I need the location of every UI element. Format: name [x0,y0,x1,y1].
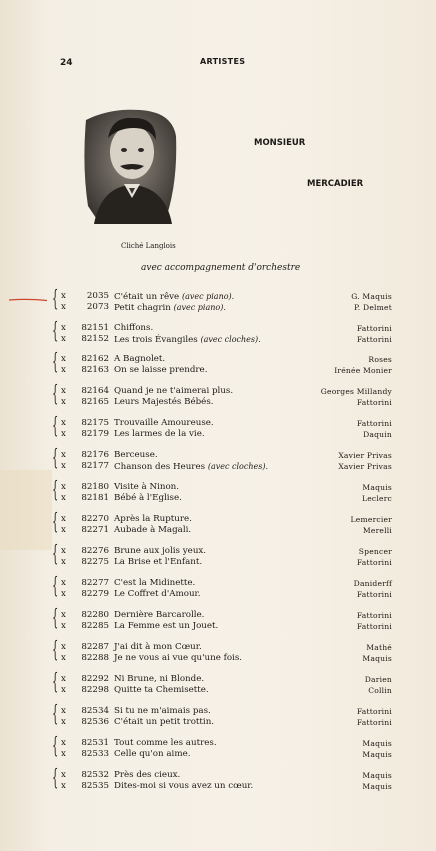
record-number: 82175 [81,418,109,428]
brace-glyph: { [52,382,59,407]
brace-glyph: { [52,287,59,312]
record-number: 82180 [81,482,109,492]
record-row [52,674,392,685]
record-row [52,482,392,493]
song-title-text: Les trois Évangiles [114,335,198,345]
song-author: Lemercier [350,515,392,524]
record-row [52,334,392,345]
record-row [52,397,392,408]
record-mark: x [61,749,66,759]
artist-title: MONSIEUR [254,138,306,148]
song-author: Fattorini [356,611,392,620]
record-mark: x [61,418,66,428]
brace-glyph: { [52,734,59,759]
record-mark: x [61,653,66,663]
song-author: Fattorini [356,558,392,567]
record-mark: x [61,461,66,471]
record-number: 82163 [81,365,109,375]
song-note: (avec cloches). [200,335,261,344]
brace-glyph: { [52,766,59,791]
record-row [52,578,392,589]
record-row [52,365,392,376]
record-number: 82536 [81,717,109,727]
song-title [114,589,201,600]
song-title-text: Tout comme les autres. [114,738,217,748]
record-mark: x [61,557,66,567]
red-pencil-mark [8,298,48,302]
record-mark: x [61,674,66,684]
record-number: 82164 [81,386,109,396]
song-title-text: J'ai dit à mon Cœur. [114,642,202,652]
photo-caption: Cliché Langlois [121,242,176,250]
record-number: 82277 [81,578,109,588]
song-title-text: Les larmes de la vie. [114,429,205,439]
song-title-text: Petit chagrin [114,303,171,313]
record-number: 82275 [81,557,109,567]
record-mark: x [61,354,66,364]
record-number: 82292 [81,674,109,684]
record-mark: x [61,685,66,695]
record-mark: x [61,525,66,535]
song-author: Xavier Privas [338,462,392,471]
record-pair [52,382,392,411]
record-pair [52,766,392,795]
record-number: 82532 [81,770,109,780]
record-number: 82151 [81,323,109,333]
song-author: Georges Millandy [320,387,392,396]
song-title-text: A Bagnolet. [114,354,166,364]
song-title-text: La Femme est un Jouet. [114,621,219,631]
song-title [114,557,202,568]
song-title-text: La Brise et l'Enfant. [114,557,203,567]
record-mark: x [61,546,66,556]
song-title-text: On se laisse prendre. [114,365,208,375]
song-author: Fattorini [356,718,392,727]
record-pair [52,446,392,475]
record-mark: x [61,482,66,492]
record-mark: x [61,397,66,407]
song-title-text: Brune aux jolis yeux. [114,546,207,556]
song-title [114,418,214,429]
record-number: 82287 [81,642,109,652]
record-number: 82176 [81,450,109,460]
song-author: Spencer [358,547,392,556]
song-title-text: Leurs Majestés Bébés. [114,397,214,407]
record-pair [52,414,392,443]
record-mark: x [61,493,66,503]
song-title [114,653,242,664]
record-row [52,461,392,472]
song-title [114,610,204,621]
song-title-text: Quand je ne t'aimerai plus. [114,386,234,396]
song-title-text: Je ne vous ai vue qu'une fois. [114,653,243,663]
record-pair [52,734,392,763]
song-title [114,365,207,376]
brace-glyph: { [52,446,59,471]
brace-glyph: { [52,606,59,631]
record-number: 82279 [81,589,109,599]
record-row [52,323,392,334]
song-title [114,429,205,440]
song-author: G. Maquis [351,292,392,301]
record-number: 82534 [81,706,109,716]
record-mark: x [61,781,66,791]
record-row [52,642,392,653]
song-title [114,354,165,365]
record-number: 82535 [81,781,109,791]
record-row [52,557,392,568]
record-row [52,717,392,728]
record-mark: x [61,386,66,396]
song-title [114,781,253,792]
record-mark: x [61,291,66,301]
brace-glyph: { [52,670,59,695]
record-row [52,514,392,525]
record-number: 82181 [81,493,109,503]
record-mark: x [61,717,66,727]
record-number: 82298 [81,685,109,695]
record-number: 2073 [86,302,109,312]
song-title [114,578,195,589]
page-number: 24 [60,58,73,68]
record-row [52,291,392,302]
song-author: Darien [364,675,392,684]
song-author: Fattorini [356,324,392,333]
brace-glyph: { [52,638,59,663]
song-title-text: Le Coffret d'Amour. [114,589,201,599]
song-title-text: Chanson des Heures [114,462,206,472]
brace-glyph: { [52,510,59,535]
record-row [52,429,392,440]
paper-stain [0,470,52,550]
brace-glyph: { [52,542,59,567]
record-number: 82531 [81,738,109,748]
song-author: Maquis [362,750,392,759]
record-row [52,781,392,792]
brace-glyph: { [52,350,59,375]
song-title [114,493,182,504]
song-title [114,525,191,536]
song-title [114,642,202,653]
song-title [114,770,180,781]
record-row [52,493,392,504]
song-author: Maquis [362,782,392,791]
song-title-text: Trouvaille Amoureuse. [114,418,214,428]
artist-portrait [80,106,182,226]
song-title [114,323,153,334]
song-author: Collin [368,686,392,695]
record-mark: x [61,738,66,748]
record-mark: x [61,642,66,652]
record-row [52,749,392,760]
song-author: Maquis [362,483,392,492]
song-title-text: Chiffons. [114,323,154,333]
song-author: Roses [368,355,392,364]
record-number: 2035 [86,291,109,301]
song-author: Irénée Monier [334,366,392,375]
record-mark: x [61,514,66,524]
song-title-text: Dites-moi si vous avez un cœur. [114,781,254,791]
song-author: Fattorini [356,398,392,407]
record-number: 82152 [81,334,109,344]
song-author: Daniderff [353,579,392,588]
record-row [52,610,392,621]
song-author: Merelli [362,526,392,535]
song-note: (avec cloches). [207,462,268,471]
record-pair [52,638,392,667]
record-mark: x [61,323,66,333]
song-author: Fattorini [356,622,392,631]
song-title [114,397,214,408]
record-mark: x [61,770,66,780]
song-author: Maquis [362,654,392,663]
record-number: 82285 [81,621,109,631]
record-pair [52,702,392,731]
brace-glyph: { [52,702,59,727]
song-title-text: Après la Rupture. [114,514,192,524]
song-title-text: C'était un petit trottin. [114,717,215,727]
song-title-text: Si tu ne m'aimais pas. [114,706,211,716]
record-number: 82533 [81,749,109,759]
record-pair [52,478,392,507]
record-pair [52,542,392,571]
record-mark: x [61,706,66,716]
song-author: Fattorini [356,335,392,344]
record-row [52,621,392,632]
song-title-text: Quitte ta Chemisette. [114,685,209,695]
song-title [114,738,217,749]
song-title [114,450,158,461]
record-row [52,546,392,557]
record-number: 82288 [81,653,109,663]
song-title-text: C'était un rêve [114,292,180,302]
record-pair [52,606,392,635]
song-title [114,749,190,760]
song-author: Mathé [366,643,392,652]
song-note: (avec piano). [173,303,226,312]
song-title [114,706,211,717]
record-number: 82165 [81,397,109,407]
record-row [52,706,392,717]
record-mark: x [61,302,66,312]
brace-glyph: { [52,414,59,439]
song-title-text: Près des cieux. [114,770,181,780]
brace-glyph: { [52,319,59,344]
record-number: 82270 [81,514,109,524]
song-title [114,482,179,493]
record-row [52,418,392,429]
record-row [52,354,392,365]
song-note: (avec piano). [181,292,235,301]
song-title-text: Dernière Barcarolle. [114,610,205,620]
artist-name: MERCADIER [307,179,364,189]
record-mark: x [61,578,66,588]
record-number: 82177 [81,461,109,471]
record-pair [52,510,392,539]
song-author: Leclerc [362,494,392,503]
song-title [114,685,209,696]
record-row [52,738,392,749]
song-title-text: Berceuse. [114,450,158,460]
brace-glyph: { [52,574,59,599]
record-mark: x [61,450,66,460]
song-author: P. Delmet [354,303,392,312]
record-row [52,386,392,397]
record-pair [52,574,392,603]
song-title [114,717,214,728]
song-title [114,621,218,632]
record-number: 82271 [81,525,109,535]
record-pair [52,319,392,348]
song-title-text: Bébé à l'Eglise. [114,493,182,503]
brace-glyph: { [52,478,59,503]
song-author: Xavier Privas [338,451,392,460]
record-mark: x [61,610,66,620]
song-author: Maquis [362,739,392,748]
song-title-text: Visite à Ninon. [114,482,180,492]
song-title [114,514,192,525]
song-title [114,386,233,397]
song-title [114,334,261,346]
running-title: ARTISTES [200,57,246,66]
record-pair [52,287,392,316]
record-number: 82179 [81,429,109,439]
record-row [52,589,392,600]
record-mark: x [61,429,66,439]
record-mark: x [61,334,66,344]
record-row [52,653,392,664]
record-row [52,770,392,781]
song-title-text: Ni Brune, ni Blonde. [114,674,205,684]
song-author: Daquin [363,430,392,439]
record-number: 82276 [81,546,109,556]
record-number: 82280 [81,610,109,620]
record-mark: x [61,621,66,631]
song-title [114,674,204,685]
record-row [52,450,392,461]
song-title-text: Celle qu'on aime. [114,749,191,759]
record-row [52,302,392,313]
record-number: 82162 [81,354,109,364]
record-row [52,525,392,536]
song-author: Fattorini [356,590,392,599]
song-title [114,302,226,314]
record-mark: x [61,365,66,375]
record-mark: x [61,589,66,599]
song-title-text: C'est la Midinette. [114,578,196,588]
song-author: Fattorini [356,707,392,716]
record-pair [52,350,392,379]
song-title [114,546,206,557]
song-author: Fattorini [356,419,392,428]
song-title-text: Aubade à Magali. [114,525,192,535]
section-subtitle: avec accompagnement d'orchestre [141,263,301,273]
record-pair [52,670,392,699]
record-row [52,685,392,696]
song-title [114,461,268,473]
song-author: Maquis [362,771,392,780]
